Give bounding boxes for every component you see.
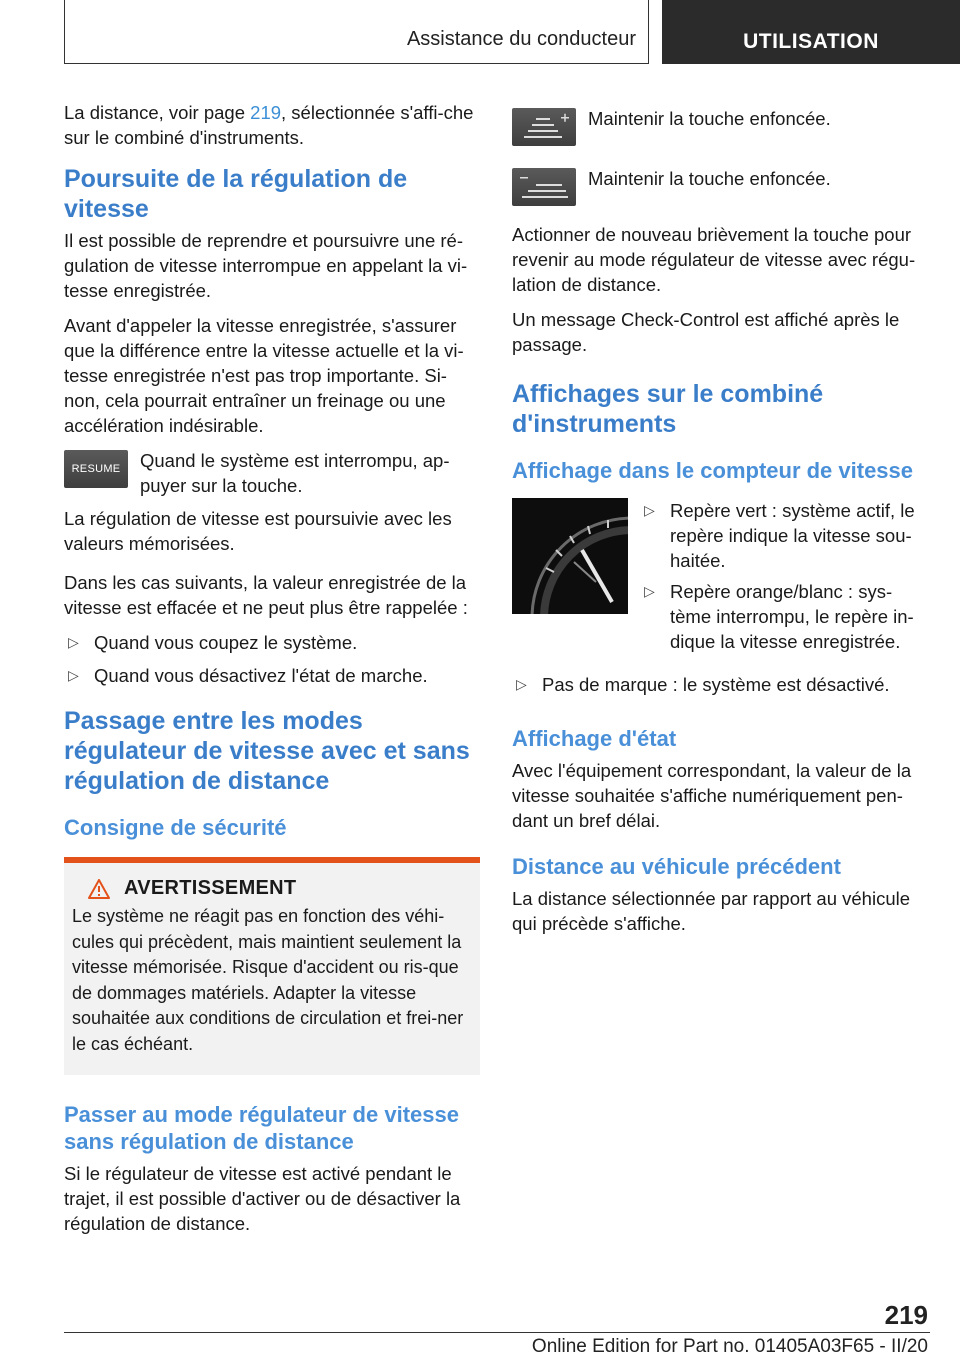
speedometer-section [512, 498, 928, 666]
page-number: 219 [884, 1300, 928, 1330]
triangle-bullet-icon: ▷ [68, 634, 79, 650]
list-item-text: Repère vert : système actif, le repère indique la vitesse sou-haitée. [670, 500, 915, 571]
resume-button-label: RESUME [71, 463, 121, 475]
chapter-tab [662, 0, 960, 64]
distance-plus-button-row [512, 106, 928, 146]
paragraph: Si le régulateur de vitesse est activé pendant le trajet, il est possible d'activer ou de désactiver la régulation de distance. [64, 1163, 461, 1234]
heading-resume: Poursuite de la régulation de vitesse [64, 165, 408, 223]
section-title: Assistance du conducteur [406, 28, 636, 50]
warning-box [64, 857, 480, 1075]
edition-info: Online Edition for Part no. 01405A03F65 - II/20 [531, 1336, 928, 1357]
left-column [64, 100, 480, 1246]
heading-etat: Affichage d'état [512, 726, 677, 751]
heading-consigne: Consigne de sécurité [64, 815, 287, 840]
chapter-label: UTILISATION [743, 30, 879, 53]
distance-decrease-icon [512, 168, 576, 206]
warning-text: Le système ne réagit pas en fonction des véhi-cules qui précèdent, mais maintient seulement la vitesse mémorisée. Risque d'accident ou ris-que de dommages matériels. Adapter la vitesse souhaitée aux conditions de circulation et frei-ner le cas échéant. [72, 906, 464, 1054]
speedometer-bullet-list [640, 498, 928, 660]
heading-distance: Distance au véhicule précédent [512, 854, 841, 879]
list-item-text: Pas de marque : le système est désactivé. [542, 674, 890, 695]
distance-minus-button-image [512, 168, 576, 206]
paragraph: La distance sélectionnée par rapport au véhicule qui précède s'affiche. [512, 888, 911, 934]
intro-paragraph [64, 100, 480, 150]
warning-title: AVERTISSEMENT [124, 877, 297, 899]
footer-divider [64, 1332, 930, 1333]
intro-text: La distance, voir page [64, 102, 251, 123]
triangle-bullet-icon: ▷ [516, 676, 527, 692]
list-item [512, 672, 928, 697]
heading-passer: Passer au mode régulateur de vitesse sans régulation de distance [64, 1102, 459, 1154]
distance-plus-button-image [512, 108, 576, 146]
resume-button-text: Quand le système est interrompu, ap-puyer sur la touche. [140, 450, 450, 496]
list-item-text: Quand vous désactivez l'état de marche. [94, 665, 428, 686]
bullet-list [512, 672, 928, 697]
button-instruction: Maintenir la touche enfoncée. [588, 108, 831, 129]
resume-button-row [64, 448, 480, 498]
paragraph: La régulation de vitesse est poursuivie avec les valeurs mémorisées. [64, 508, 452, 554]
heading-passage: Passage entre les modes régulateur de vitesse avec et sans régulation de distance [64, 707, 470, 795]
distance-minus-button-row [512, 166, 928, 206]
triangle-bullet-icon: ▷ [644, 583, 655, 599]
resume-button-image [64, 450, 128, 488]
list-item [64, 663, 480, 688]
paragraph: Avant d'appeler la vitesse enregistrée, s'assurer que la différence entre la vitesse actuelle et la vi-tesse enregistrée n'est pas trop importante. Si-non, cela pourrait entraîner un freinage ou une accélération indésirable. [64, 315, 464, 436]
warning-triangle-icon [88, 879, 110, 899]
speedometer-image [512, 498, 628, 614]
list-item [64, 630, 480, 655]
intro-text-end: , sélectionnée s'affi-che sur le combiné d'instruments. [64, 102, 474, 148]
bullet-list [64, 630, 480, 688]
right-column [512, 100, 928, 946]
list-item [640, 498, 928, 573]
paragraph: Il est possible de reprendre et poursuivre une ré-gulation de vitesse interrompue en appelant la vi-tesse enregistrée. [64, 230, 468, 301]
speedometer-dial-illustration [512, 498, 628, 614]
list-item-text: Quand vous coupez le système. [94, 632, 358, 653]
heading-affichages: Affichages sur le combiné d'instruments [512, 380, 824, 438]
list-item [640, 579, 928, 654]
page-link[interactable]: 219 [250, 102, 282, 123]
triangle-bullet-icon: ▷ [68, 667, 79, 683]
paragraph: Actionner de nouveau brièvement la touche pour revenir au mode régulateur de vitesse avec régu-lation de distance. [512, 224, 916, 295]
list-item-text: Repère orange/blanc : sys-tème interrompu, le repère in-dique la vitesse enregistrée. [670, 581, 914, 652]
heading-compteur: Affichage dans le compteur de vitesse [512, 458, 914, 483]
triangle-bullet-icon: ▷ [644, 502, 655, 518]
paragraph: Un message Check-Control est affiché après le passage. [512, 309, 900, 355]
distance-increase-icon [512, 108, 576, 146]
warning-header [72, 877, 472, 900]
button-instruction: Maintenir la touche enfoncée. [588, 168, 831, 189]
paragraph: Avec l'équipement correspondant, la valeur de la vitesse souhaitée s'affiche numériquement pen-dant un bref délai. [512, 760, 912, 831]
paragraph: Dans les cas suivants, la valeur enregistrée de la vitesse est effacée et ne peut plus être rappelée : [64, 572, 468, 618]
